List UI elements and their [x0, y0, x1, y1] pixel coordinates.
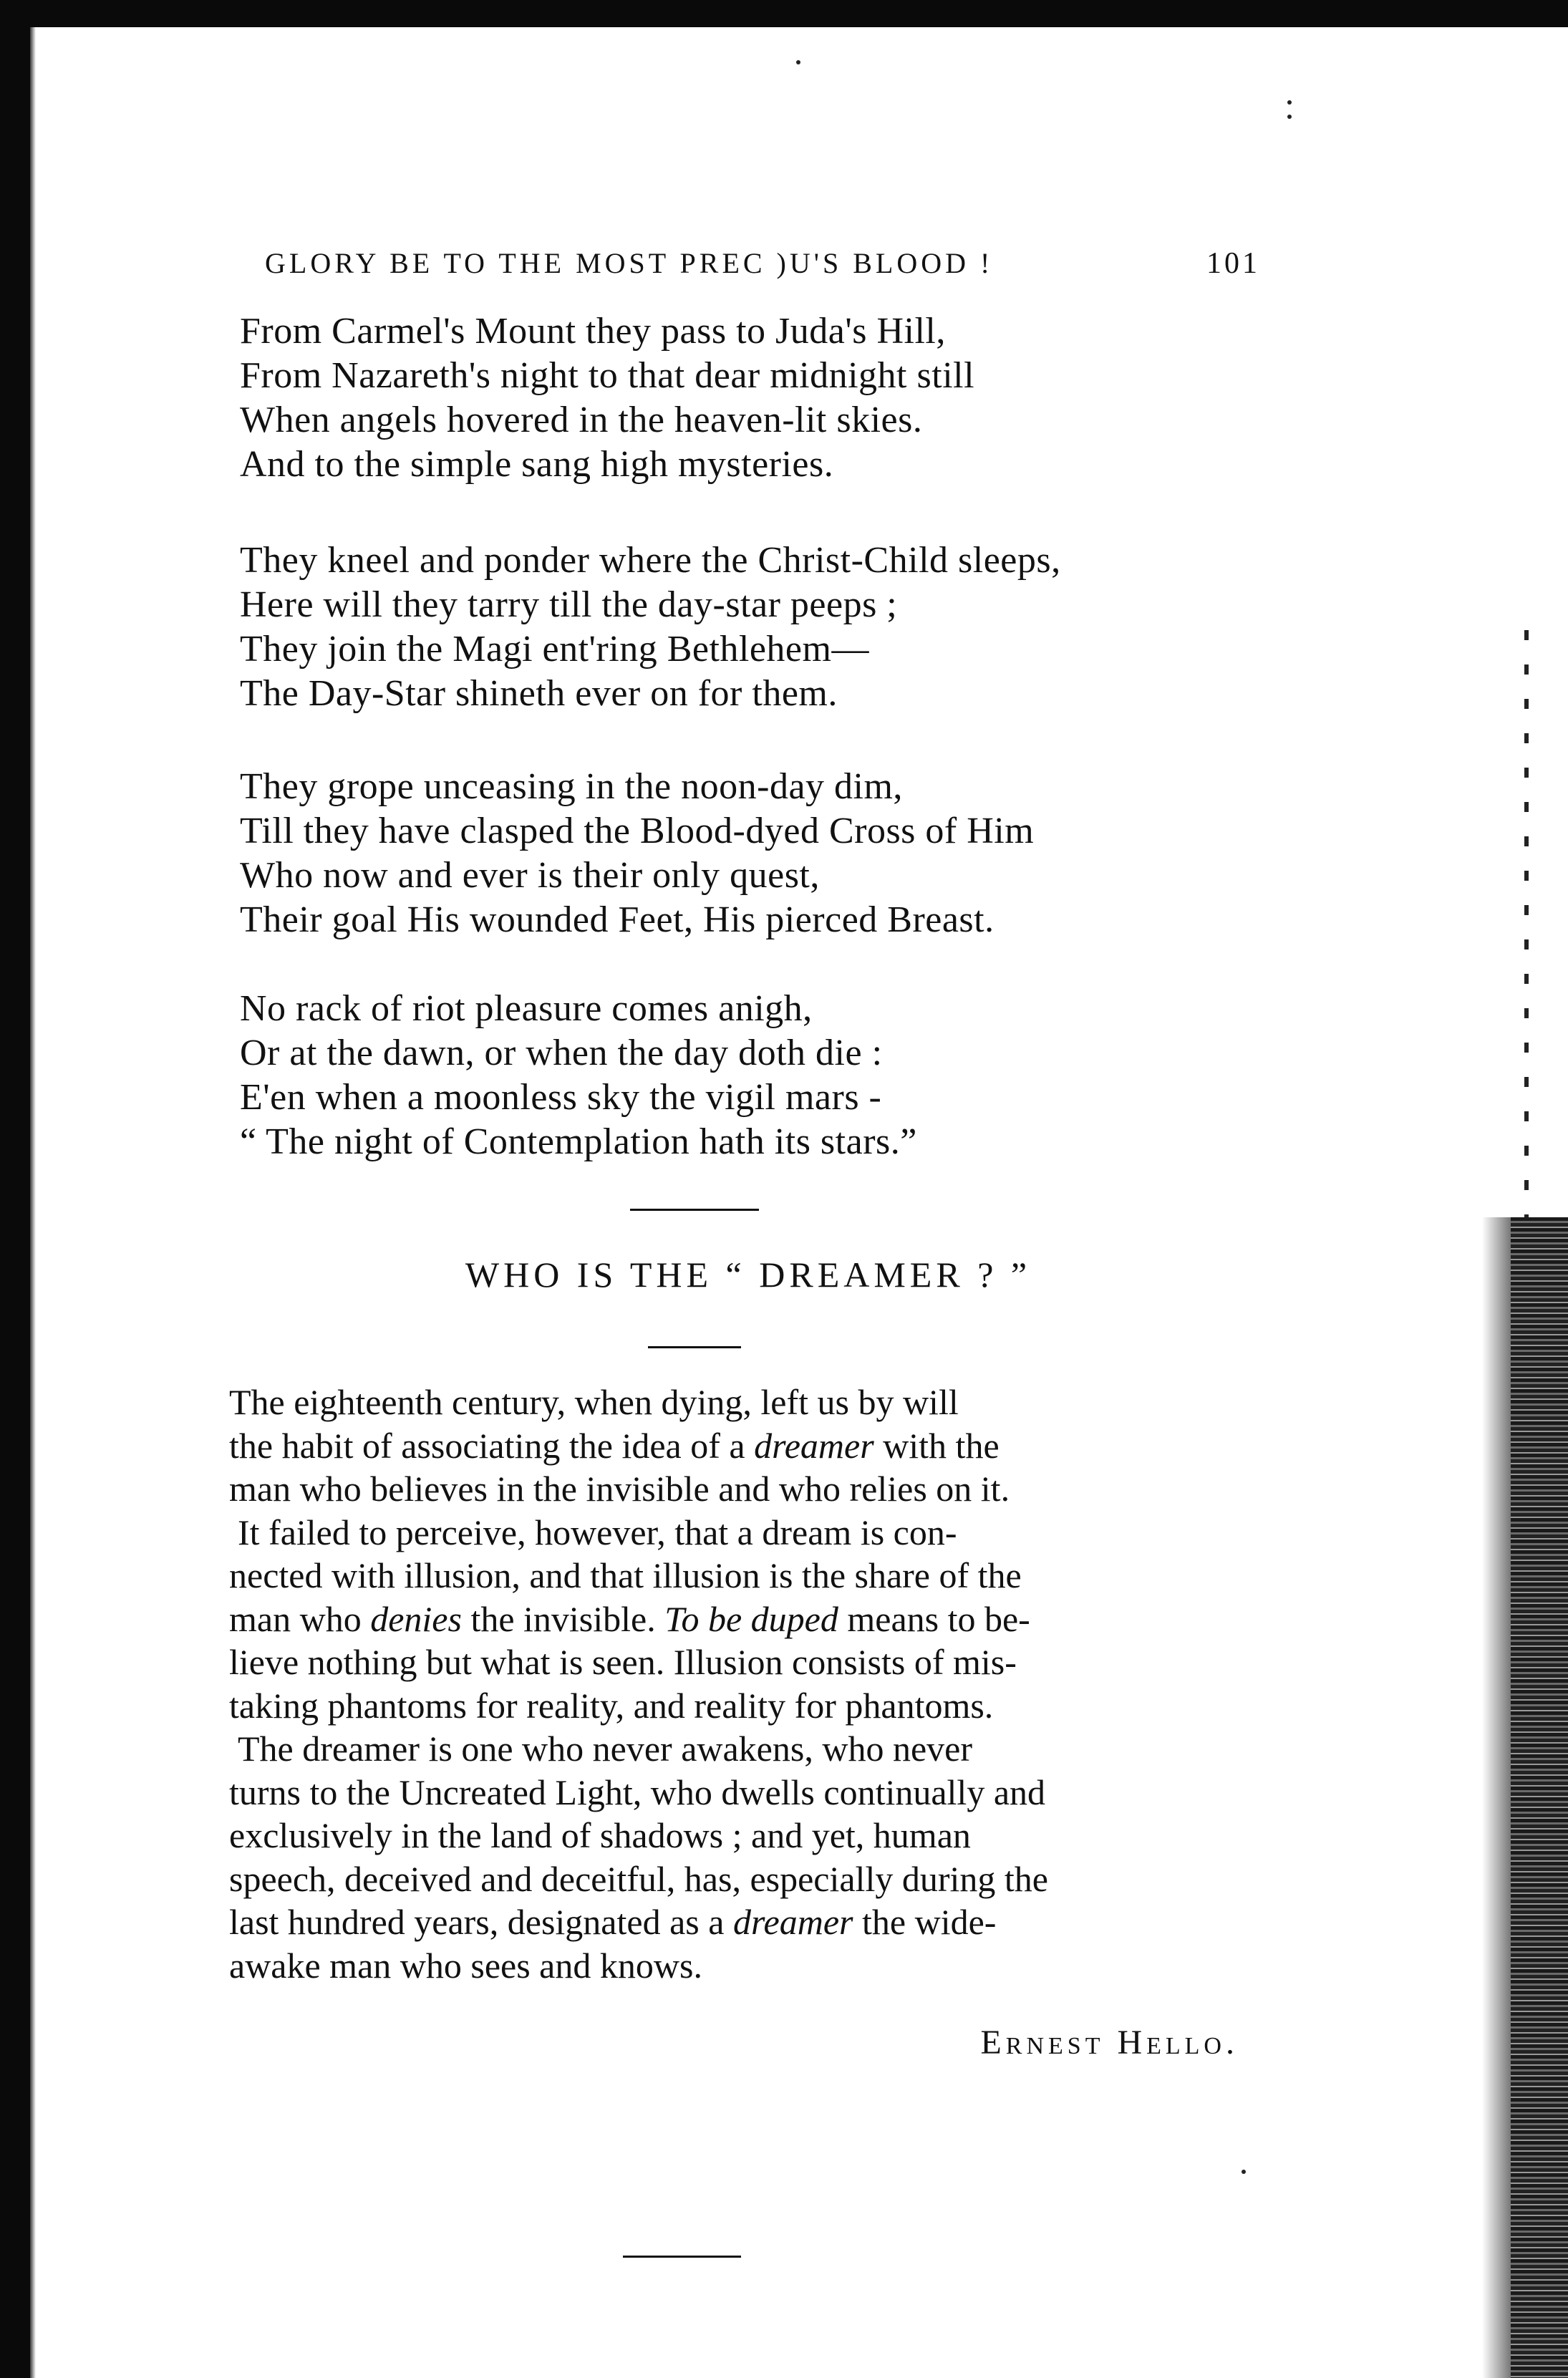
speck — [1287, 115, 1292, 119]
prose-text: The eighteenth century, when dying, left us by will — [229, 1382, 959, 1422]
prose-line — [229, 1467, 1240, 1511]
prose-text: speech, deceived and deceitful, has, especially during the — [229, 1858, 1048, 1899]
prose-body — [229, 1381, 1240, 1987]
speck — [1287, 100, 1292, 105]
prose-line — [229, 1900, 1240, 1944]
poem-line: E'en when a moonless sky the vigil mars - — [240, 1077, 882, 1118]
poem-line: And to the simple sang high mysteries. — [240, 444, 834, 485]
prose-line — [229, 1598, 1240, 1641]
poem-line: No rack of riot pleasure comes anigh, — [240, 988, 813, 1029]
poem-stanza-2 — [240, 538, 1257, 716]
prose-text: The dreamer is one who never awakens, who never — [238, 1729, 972, 1769]
prose-line — [229, 1554, 1240, 1598]
poem-line: Here will they tarry till the day-star peeps ; — [240, 584, 898, 625]
poem-line: Or at the dawn, or when the day doth die : — [240, 1033, 883, 1073]
poem-line: From Nazareth's night to that dear midnight still — [240, 355, 975, 396]
prose-line — [229, 1814, 1240, 1857]
poem-stanza-1 — [240, 309, 1257, 487]
scan-edge-left-shadow — [30, 27, 36, 2378]
prose-italic-text: dreamer — [754, 1425, 874, 1466]
poem-line: Their goal His wounded Feet, His pierced Breast. — [240, 899, 994, 940]
prose-line — [229, 1684, 1240, 1728]
speck — [1242, 2170, 1246, 2174]
scan-edge-top — [0, 0, 1568, 27]
end-divider — [623, 2256, 741, 2258]
prose-text: the habit of associating the idea of a — [229, 1425, 755, 1466]
prose-text: with the — [873, 1425, 1000, 1466]
poem-line: When angels hovered in the heaven-lit skies. — [240, 400, 923, 440]
prose-line — [229, 1771, 1240, 1814]
section-title: WHO IS THE “ DREAMER ? ” — [465, 1255, 1032, 1295]
scan-edge-right-marks — [1524, 630, 1529, 1217]
poem-stanza-4 — [240, 987, 1257, 1164]
scan-edge-left — [0, 0, 30, 2378]
poem-line: Till they have clasped the Blood-dyed Cross of Him — [240, 811, 1035, 851]
poem-line: They grope unceasing in the noon-day dim, — [240, 766, 903, 807]
poem-line: They kneel and ponder where the Christ-Child sleeps, — [240, 540, 1061, 581]
prose-text: awake man who sees and knows. — [229, 1945, 702, 1986]
prose-text: nected with illusion, and that illusion is the share of the — [229, 1555, 1022, 1595]
poem-stanza-3 — [240, 765, 1257, 942]
prose-text: taking phantoms for reality, and reality for phantoms. — [229, 1685, 994, 1726]
running-head — [243, 243, 1260, 284]
poem-line: The Day-Star shineth ever on for them. — [240, 673, 838, 714]
prose-text: man who believes in the invisible and who relies on it. — [229, 1469, 1010, 1509]
prose-italic-text: dreamer — [732, 1902, 853, 1942]
prose-line — [229, 1944, 1240, 1988]
prose-text: It failed to perceive, however, that a dream is con- — [238, 1512, 957, 1552]
prose-line — [229, 1640, 1240, 1684]
section-divider-bottom — [648, 1346, 741, 1348]
poem-line: Who now and ever is their only quest, — [240, 855, 820, 896]
prose-italic-text: denies — [370, 1598, 462, 1639]
prose-text: last hundred years, designated as a — [229, 1902, 733, 1942]
prose-line — [229, 1857, 1240, 1901]
prose-text: the wide- — [853, 1902, 997, 1942]
prose-italic-text: To be duped — [664, 1598, 838, 1639]
poem-line: From Carmel's Mount they pass to Juda's Hill, — [240, 311, 946, 352]
prose-line — [229, 1381, 1240, 1424]
prose-line — [229, 1511, 1240, 1555]
poem-line: “ The night of Contemplation hath its stars.” — [240, 1121, 917, 1162]
running-head-title: GLORY BE TO THE MOST PREC )U'S BLOOD ! — [265, 247, 994, 279]
prose-text: turns to the Uncreated Light, who dwells continually and — [229, 1772, 1046, 1812]
prose-text: means to be- — [838, 1598, 1030, 1639]
scan-edge-right-shadow — [1482, 1217, 1511, 2378]
prose-text: the invisible. — [461, 1598, 665, 1639]
poem-line: They join the Magi ent'ring Bethlehem— — [240, 629, 869, 670]
prose-line — [229, 1727, 1240, 1771]
prose-text: lieve nothing but what is seen. Illusion consists of mis- — [229, 1642, 1017, 1682]
author-signature: Ernest Hello. — [980, 2024, 1239, 2062]
prose-text: man who — [229, 1598, 371, 1639]
page-number: 101 — [1206, 247, 1260, 280]
scan-edge-right — [1511, 1217, 1568, 2378]
section-divider-top — [630, 1209, 759, 1211]
prose-line — [229, 1424, 1240, 1468]
speck — [796, 60, 800, 64]
prose-text: exclusively in the land of shadows ; and yet, human — [229, 1815, 971, 1855]
